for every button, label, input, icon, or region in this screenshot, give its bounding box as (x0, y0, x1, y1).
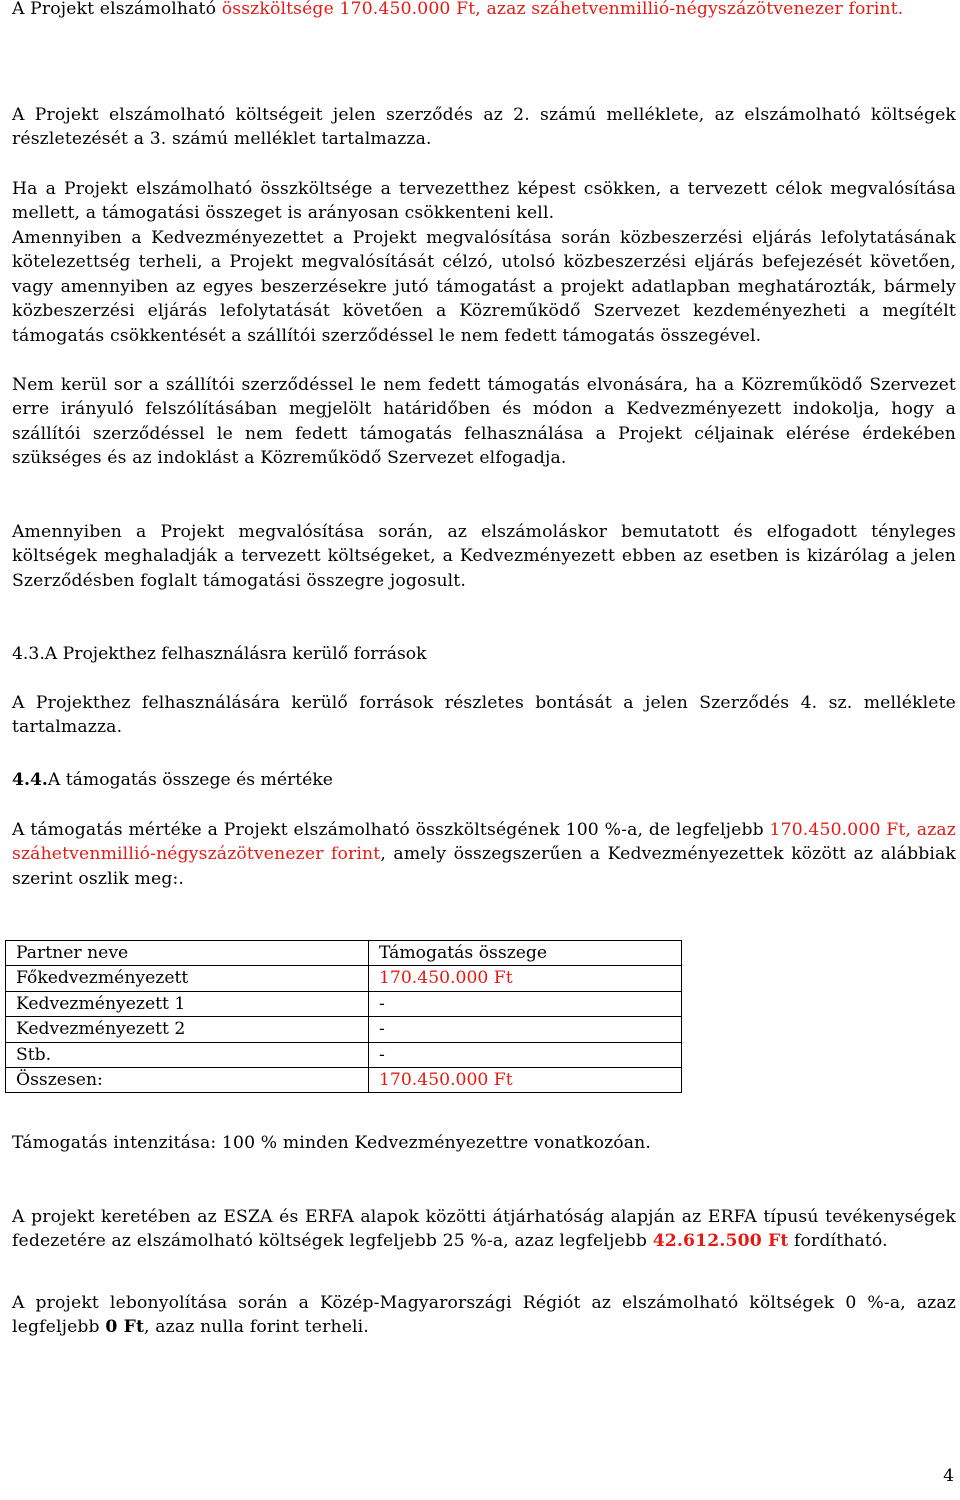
region-amount: 0 Ft (105, 1317, 145, 1338)
support-distribution-table (5, 940, 682, 1093)
support-amount: 170.450.000 Ft, azaz száhetvenmillió-négyszázötvenezer forint (12, 820, 957, 865)
table-row (6, 991, 682, 1016)
text: fordítható. (794, 1231, 888, 1252)
text: , amely összegszerűen a Kedvezményezettek között az alábbiak szerint oszlik meg:. (12, 844, 956, 889)
paragraph-region (12, 1291, 956, 1340)
erfa-amount: 42.612.500 Ft (652, 1231, 789, 1252)
section-title: A támogatás összege és mértéke (47, 770, 333, 790)
table-header-cell: Partner neve (6, 941, 369, 966)
section-heading-4-3: 4.3.A Projekthez felhasználásra kerülő források (12, 644, 427, 664)
page-number: 4 (943, 1466, 954, 1486)
text: A projekt keretében az ESZA és ERFA alapok közötti átjárhatóság alapján az ERFA típusú tevékenységek fedezetére az elszámolható költségek legfeljebb 25 %-a, azaz legfeljebb (12, 1207, 956, 1252)
total-cost-amount: összköltsége 170.450.000 Ft, azaz száhetvenmillió-négyszázötvenezer forint. (221, 0, 904, 19)
text: A projekt lebonyolítása során a Közép-Magyarországi Régiót az elszámolható költségek 0 %-a, azaz legfeljebb (12, 1293, 956, 1338)
partner-name-cell: Stb. (6, 1042, 369, 1067)
amount-cell: - (369, 1042, 682, 1067)
table-total-row (6, 1067, 682, 1092)
partner-name-cell: Kedvezményezett 1 (6, 991, 369, 1016)
text: A támogatás mértéke a Projekt elszámolható összköltségének 100 %-a, de legfeljebb (12, 820, 764, 840)
amount-cell: 170.450.000 Ft (369, 1067, 682, 1092)
partner-name-cell: Főkedvezményezett (6, 966, 369, 991)
paragraph-total-cost (12, 0, 956, 21)
partner-name-cell: Kedvezményezett 2 (6, 1017, 369, 1042)
amount-cell: - (369, 991, 682, 1016)
table-row (6, 966, 682, 991)
partner-name-cell: Összesen: (6, 1067, 369, 1092)
paragraph-intensity: Támogatás intenzitása: 100 % minden Kedvezményezettre vonatkozóan. (12, 1133, 652, 1153)
table-row (6, 1017, 682, 1042)
paragraph-public-procurement: Amennyiben a Kedvezményezettet a Projekt megvalósítása során közbeszerzési eljárás lefolytatásának kötelezettség terheli, a Projekt megvalósítását célzó, utolsó közbeszerzési eljárás befejezését követően, vagy amennyiben az egyes beszerzésekre jutó támogatást a projekt adatlapban meghatározták, bármely közbeszerzési eljárás lefolytatását követően a Közreműködő Szervezet kezdeményezheti a megítélt támogatás csökkentését a szállítói szerződéssel le nem fedett támogatás összegével. (12, 228, 956, 346)
table-row (6, 1042, 682, 1067)
table-header-row (6, 941, 682, 966)
amount-cell: 170.450.000 Ft (369, 966, 682, 991)
amount-cell: - (369, 1017, 682, 1042)
paragraph-excess-costs: Amennyiben a Projekt megvalósítása során, az elszámoláskor bemutatott és elfogadott tényleges költségek meghaladják a tervezett költségeket, a Kedvezményezett ebben az esetben is kizárólag a jelen Szerződésben foglalt támogatási összegre jogosult. (12, 522, 956, 591)
paragraph-eligible-costs: A Projekt elszámolható költségeit jelen szerződés az 2. számú melléklete, az elszámolható költségek részletezését a 3. számú melléklet tartalmazza. (12, 105, 956, 150)
paragraph-sources: A Projekthez felhasználására kerülő források részletes bontását a jelen Szerződés 4. sz. melléklete tartalmazza. (12, 693, 956, 738)
paragraph-support-rate (12, 818, 956, 891)
paragraph-no-withdrawal: Nem kerül sor a szállítói szerződéssel le nem fedett támogatás elvonására, ha a Közreműködő Szervezet erre irányuló felszólításában megjelölt határidőben és módon a Kedvezményezett indokolja, hogy a szállítói szerződéssel le nem fedett támogatás felhasználása a Projekt céljainak elérése érdekében szükséges és az indoklást a Közreműködő Szervezet elfogadja. (12, 375, 956, 469)
paragraph-erfa (12, 1205, 956, 1254)
section-heading-4-4 (12, 768, 333, 792)
table-header-cell: Támogatás összege (369, 941, 682, 966)
text: , azaz nulla forint terheli. (144, 1317, 369, 1338)
section-number: 4.4. (12, 770, 48, 790)
text: A Projekt elszámolható (12, 0, 217, 19)
paragraph-cost-reduction: Ha a Projekt elszámolható összköltsége a tervezetthez képest csökken, a tervezett célok megvalósítása mellett, a támogatási összeget is arányosan csökkenteni kell. (12, 179, 956, 224)
